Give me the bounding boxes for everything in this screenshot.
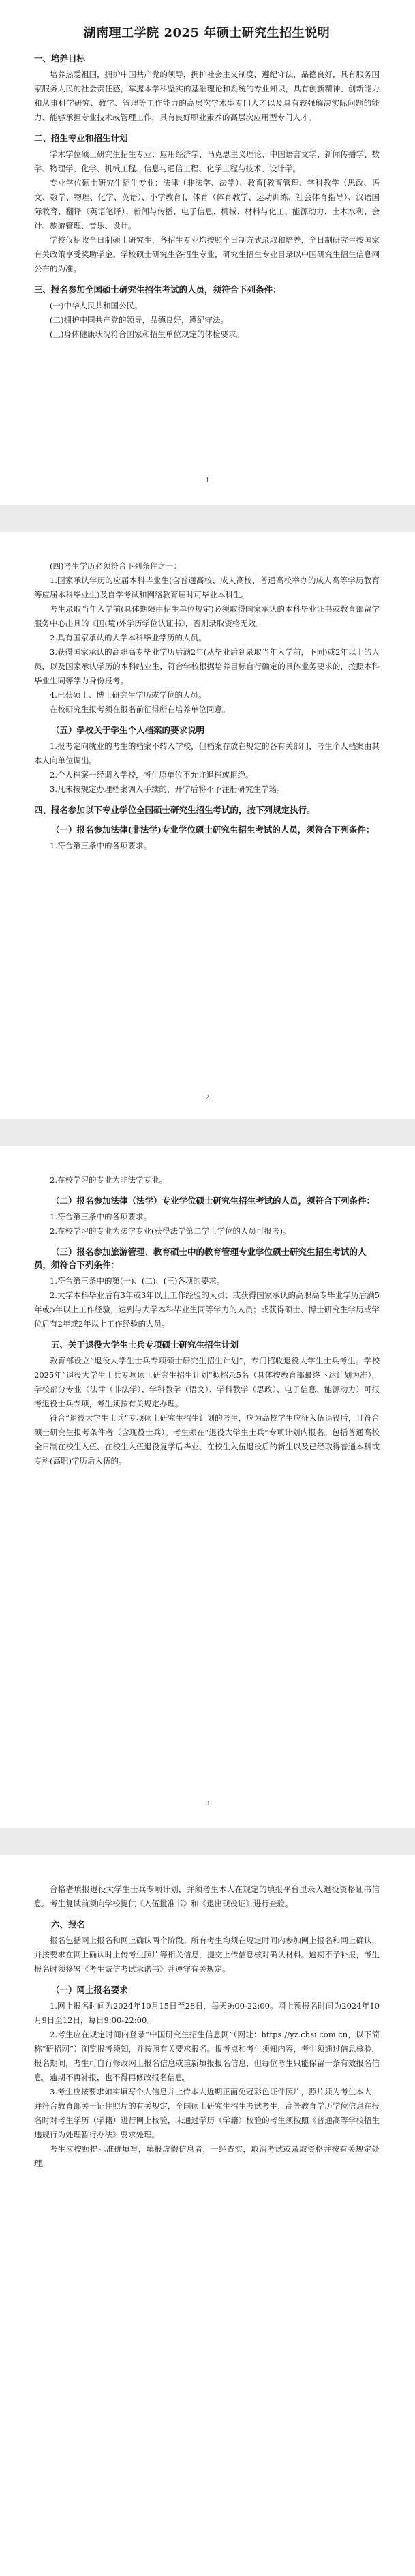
paragraph: 教育部设立“退役大学生士兵专项硕士研究生招生计划”，专门招收退役大学生士兵考生。学校2025年“退役大学生士兵专项硕士研究生招生计划”拟招录5名（具体按教育部最终下达计划为准），学校部分专业（法律（非法学）、学科教学（语文）、学科教学（思政）、电子信息、能源动力）可报考退役士兵专项，考生须按有关规定办理。 — [34, 1356, 380, 1408]
document-page-1 — [0, 0, 415, 505]
document-page-2 — [0, 532, 415, 1119]
document-title: 湖南理工学院 2025 年硕士研究生招生说明 — [83, 26, 331, 40]
paragraph: 3.获得国家承认的高职高专毕业学历后满2年(从毕业后到录取当年入学前，下同)或2年以上的人员，以及国家承认学历的本科结业生，符合学校根据培养目标自行确定的具体业务要求的，按照本科毕业生同等学力身份报考。 — [34, 647, 380, 685]
subsection-heading: （一）网上报名要求 — [51, 1985, 128, 1995]
paragraph: 考生应按照提示准确填写，填报虚假信息者，一经查实，取消考试或录取资格并按有关规定处理。 — [34, 2144, 380, 2168]
paragraph: 学术学位硕士研究生招生专业：应用经济学、马克思主义理论、中国语言文学、新闻传播学、数学、物理学、化学、机械工程、信息与通信工程、化学工程与技术、设计学。 — [34, 149, 380, 173]
paragraph: 2.具有国家承认的大学本科毕业学历的人员。 — [50, 633, 206, 642]
section-heading-registration: 六、报名 — [51, 1919, 86, 1929]
paragraph: 符合“退役大学生士兵”专项硕士研究生招生计划的考生，应为高校学生应征入伍退役后，且符合硕士研究生报考条件者（含现役士兵）。考生须在“退役大学生士兵”专项计划内报名。包括普通高校全日制在校生入伍、在校生入伍退役复学后毕业、在校生入伍退役后的新生以及已经取得普通本科或专科(高职)学历后入伍的。 — [34, 1413, 380, 1466]
paragraph: 2.大学本科毕业后有3年或3年以上工作经验的人员；或获得国家承认的高职高专毕业学历后满5年或5年以上工作经验，达到与大学本科毕业生同等学力的人员；或获得硕士、博士研究生学历或学位后有2年或2年以上工作经验的人员。 — [34, 1290, 380, 1329]
paragraph: 专业学位硕士研究生招生专业：法律（非法学、法学）、教育[教育管理、学科教学（思政、语文、数学、物理、化学、英语）、小学教育]、体育（体育教学、运动训练、社会体育指导）、汉语国际教育、翻译（英语笔译）、新闻与传播、电子信息、机械、材料与化工、能源动力、土木水利、会计、旅游管理、音乐、设计。 — [34, 178, 380, 231]
paragraph: 学校仅招收全日制硕士研究生，各招生专业均按照全日制方式录取和培养，全日制研究生按国家有关政策享受奖助学金。学校硕士研究生各招生专业，研究生招生专业目录以中国研究生招生信息网公布的为准。 — [34, 235, 380, 273]
paragraph: 2.在校学习的专业为非法学专业。 — [50, 1175, 167, 1185]
section-heading-training-goal: 一、培养目标 — [34, 53, 86, 63]
document-page-4 — [0, 1855, 415, 2576]
list-item: (二)拥护中国共产党的领导，品德良好，遵纪守法。 — [50, 315, 228, 325]
paragraph: 合格者填报退役大学生士兵专项计划，并须考生本人在规定的填报平台里录入退役资格证书信息。考生复试前须向学校提供《入伍批准书》和《退出现役证》进行查验。 — [34, 1884, 380, 1908]
subsection-heading: （二）报名参加法律（法学）专业学位硕士研究生招生考试的人员，须符合下列条件： — [51, 1196, 375, 1206]
page-gap — [0, 1828, 415, 1855]
subsection-heading: （三）报名参加旅游管理、教育硕士中的教育管理专业学位硕士研究生招生考试的人员，须符合下列条件： — [34, 1247, 367, 1270]
section-heading-veteran: 五、关于退役大学生士兵专项硕士研究生招生计划 — [51, 1339, 239, 1350]
paragraph: 2.在校学习的专业为法学专业(获得法学第二学士学位的人员可报考)。 — [50, 1226, 291, 1236]
list-item: (三)身体健康状况符合国家和招生单位规定的体检要求。 — [50, 329, 244, 339]
list-item: (一)中华人民共和国公民。 — [50, 301, 142, 310]
paragraph: 1.符合第三条中的各项要求。 — [50, 1212, 151, 1222]
page-number: 3 — [205, 1801, 210, 1807]
paragraph: 1.符合第三条中的各项要求。 — [50, 841, 151, 850]
paragraph: 培养热爱祖国，拥护中国共产党的领导，拥护社会主义制度，遵纪守法，品德良好，具有服务国家服务人民的社会责任感，掌握本学科坚实的基础理论和系统的专业知识，具有创新精神、创新能力和从事科学研究、教学、管理等工作能力的高层次学术型专门人才以及具有较强解决实际问题的能力、能够承担专业技术或管理工作，具有良好职业素养的高层次应用型专门人才。 — [34, 70, 380, 122]
paragraph: 3.凡未按规定办理档案调入手续的，开学后将不予注册研究生学籍。 — [50, 784, 285, 794]
paragraph: 1.报考定向就业的考生的档案不转入学校，但档案存放在规定的各有关部门，考生个人档案由其本人向单位调出。 — [34, 741, 380, 765]
page-number: 1 — [205, 477, 210, 484]
section-heading-eligibility: 三、报名参加全国硕士研究生招生考试的人员，须符合下列条件： — [34, 284, 281, 295]
paragraph: 考生录取当年入学前(具体期限由招生单位规定)必须取得国家承认的本科毕业证书或教育部留学服务中心出具的《国(境)外学历学位认证书》，否则录取资格无效。 — [34, 604, 380, 628]
page-gap — [0, 1119, 415, 1146]
section-heading-majors: 二、招生专业和招生计划 — [34, 133, 128, 143]
subsection-heading: （一）报名参加法律(非法学)专业学位硕士研究生招生考试的人员，须符合下列条件： — [51, 825, 375, 835]
paragraph: (四)考生学历必须符合下列条件之一： — [50, 561, 181, 571]
document-page-3 — [0, 1146, 415, 1828]
paragraph: 1.符合第三条中的第(一)、(二)、(三)各项的要求。 — [50, 1276, 225, 1286]
paragraph: 2.考生应在规定时间内登录“中国研究生招生信息网”（网址：https://yz.chsi.com.cn，以下简称“研招网”）浏览报考须知，并按照有关要求报名。报考点和考生须知内容，考生须通过信息核验，报名期间，考生可自行修改网上报名信息或重新填报报名信息，但每位考生只能保留一条有效报名信息。逾期不再补报，也不得再修改报名信息。 — [34, 2030, 380, 2082]
paragraph: 1.网上报名时间为2024年10月15日至28日，每天9:00-22:00。网上预报名时间为2024年10月9日至12日，每日9:00-22:00。 — [34, 2001, 380, 2025]
paragraph: 报名包括网上报名和网上确认两个阶段。所有考生均须在规定时间内参加网上报名和网上确认，并按要求在网上确认时上传考生照片等相关信息，提交上传信息核对确认材料。逾期不予补报，考生报名时须签署《考生诚信考试承诺书》并遵守有关规定。 — [34, 1936, 380, 1974]
paragraph: 4.已获硕士、博士研究生学历或学位的人员。 — [50, 690, 206, 700]
paragraph: 2.个人档案一经调入学校，考生原单位不允许退档或拒绝。 — [50, 770, 253, 780]
page-number: 2 — [205, 1095, 210, 1101]
section-heading-professional: 四、报名参加以下专业学位全国硕士研究生招生考试的，按下列规定执行。 — [34, 805, 316, 815]
paragraph: 3.考生应按要求如实填写个人信息并上传本人近期正面免冠彩色证件照片，照片须为考生本人，并符合教育部关于证件照片的有关规定，全国硕士研究生招生考试考生，高等教育学历学位信息在报名时对考生学历（学籍）进行网上校验，未通过学历（学籍）校验的考生须按照《普通高等学校招生违规行为处理暂行办法》要求处理。 — [34, 2087, 380, 2140]
subsection-heading: （五）学校关于学生个人档案的要求说明 — [51, 725, 205, 735]
page-gap — [0, 505, 415, 532]
paragraph: 在校研究生报考须在报名前征得所在培养单位同意。 — [50, 705, 230, 714]
paragraph: 1.国家承认学历的应届本科毕业生(含普通高校、成人高校、普通高校举办的成人高等学历教育等应届本科毕业生)及自学考试和网络教育届时可毕业本科生。 — [34, 576, 380, 599]
